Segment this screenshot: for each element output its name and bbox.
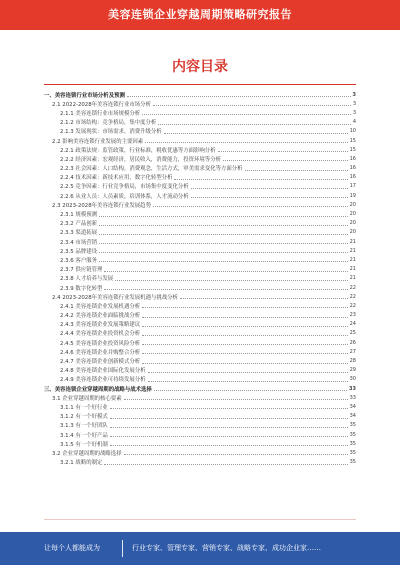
toc-entry-title: 2.4.8 美容连锁企业国际化发展分析 bbox=[60, 368, 146, 375]
toc-page-number: 35 bbox=[349, 431, 356, 438]
toc-page-number: 21 bbox=[349, 247, 356, 254]
toc-entry[interactable] bbox=[44, 412, 356, 421]
toc-entry[interactable] bbox=[44, 182, 356, 191]
footer-separator bbox=[122, 540, 123, 557]
toc-leader-dots bbox=[164, 133, 348, 134]
toc-page-number: 33 bbox=[349, 394, 356, 401]
toc-leader-dots bbox=[154, 390, 347, 391]
toc-entry[interactable] bbox=[44, 127, 356, 136]
toc-leader-dots bbox=[99, 252, 348, 253]
toc-page-number: 34 bbox=[349, 413, 356, 420]
toc-leader-dots bbox=[191, 197, 348, 198]
toc-page-number: 26 bbox=[349, 339, 356, 346]
toc-entry-title: 2.3.2 产品创新 bbox=[60, 221, 97, 228]
toc-page-number: 35 bbox=[349, 449, 356, 456]
toc-entry-title: 2.4.4 美容连锁企业投资机会分析 bbox=[60, 331, 141, 338]
toc-page-number: 30 bbox=[349, 376, 356, 383]
toc-page-number: 15 bbox=[349, 137, 356, 144]
toc-entry[interactable] bbox=[44, 191, 356, 200]
toc-leader-dots bbox=[142, 335, 348, 336]
toc-page-number: 20 bbox=[349, 201, 356, 208]
toc-page-number: 21 bbox=[349, 266, 356, 273]
toc-page-number: 20 bbox=[349, 211, 356, 218]
toc-entry[interactable] bbox=[44, 311, 356, 320]
toc-entry-title: 2.1.1 美容连锁行业市场规模分析 bbox=[60, 110, 141, 117]
toc-entry-title: 2.3.5 品牌建设 bbox=[60, 248, 97, 255]
toc-page-number: 27 bbox=[349, 348, 356, 355]
toc-entry-title: 2.4.9 美容连锁企业可持续发展分析 bbox=[60, 377, 146, 384]
toc-leader-dots bbox=[110, 408, 348, 409]
toc-page-number: 25 bbox=[349, 330, 356, 337]
toc-page-number: 20 bbox=[349, 229, 356, 236]
toc-entry-title: 2.1.3 发展现状：市场需求，消费升级分析 bbox=[60, 129, 162, 136]
toc-leader-dots bbox=[142, 344, 348, 345]
toc-entry[interactable] bbox=[44, 145, 356, 154]
toc-entry[interactable] bbox=[44, 255, 356, 264]
toc-entry-title: 3.1.1 有一个好行业 bbox=[60, 404, 108, 411]
content-divider bbox=[44, 519, 356, 520]
toc-entry[interactable] bbox=[44, 164, 356, 173]
toc-leader-dots bbox=[142, 317, 348, 318]
toc-entry[interactable] bbox=[44, 292, 356, 301]
toc-leader-dots bbox=[142, 307, 348, 308]
toc-entry[interactable] bbox=[44, 237, 356, 246]
toc-entry-title: 2.4.2 美容连锁企业面临挑战分析 bbox=[60, 313, 141, 320]
toc-leader-dots bbox=[142, 353, 348, 354]
toc-leader-dots bbox=[191, 188, 348, 189]
toc-entry[interactable] bbox=[44, 219, 356, 228]
toc-page-number: 20 bbox=[349, 220, 356, 227]
toc-leader-dots bbox=[99, 261, 348, 262]
toc-page-number: 22 bbox=[349, 284, 356, 291]
toc-entry[interactable] bbox=[44, 265, 356, 274]
toc-page-number: 16 bbox=[349, 155, 356, 162]
toc-entry-title: 2.4.5 美容连锁企业投资风险分析 bbox=[60, 340, 141, 347]
toc-entry-title: 2.3.8 人才培养与发展 bbox=[60, 276, 114, 283]
toc-entry-title: 2.2 影响美容连锁行业发展的主要因素 bbox=[52, 138, 144, 145]
toc-entry[interactable] bbox=[44, 329, 356, 338]
toc-leader-dots bbox=[110, 445, 348, 446]
toc-entry-title: 2.1 2022-2028年美容连锁行业市场分析 bbox=[52, 101, 151, 108]
toc-entry-title: 2.3 2023-2028年美容连锁行业发展趋势 bbox=[52, 202, 151, 209]
toc-leader-dots bbox=[153, 206, 348, 207]
toc-leader-dots bbox=[142, 114, 351, 115]
toc-leader-dots bbox=[174, 179, 347, 180]
toc-page-number: 23 bbox=[349, 312, 356, 319]
toc-leader-dots bbox=[180, 298, 348, 299]
toc-leader-dots bbox=[99, 216, 348, 217]
toc-entry-title: 2.2.1 政策法规：监管政策，行业标准，税收优惠等方面影响分析 bbox=[60, 147, 216, 154]
toc-entry-title: 2.3.3 渠道拓展 bbox=[60, 230, 97, 237]
toc-entry-title: 三、美容连锁企业穿越周期的战略与战术选择 bbox=[44, 386, 152, 393]
toc-entry-title: 3.1 企业穿越周期的核心要素 bbox=[52, 395, 122, 402]
toc-page-number: 15 bbox=[349, 146, 356, 153]
toc-entry-title: 2.4.1 美容连锁企业发展机遇分析 bbox=[60, 303, 141, 310]
toc-entry[interactable] bbox=[44, 136, 356, 145]
toc-leader-dots bbox=[104, 289, 347, 290]
toc-entry-title: 2.2.4 技术因素：新技术应用，数字化转型分析 bbox=[60, 175, 173, 182]
toc-page-number: 21 bbox=[349, 256, 356, 263]
toc-leader-dots bbox=[104, 464, 347, 465]
toc-page-number: 3 bbox=[352, 100, 356, 107]
toc-leader-dots bbox=[110, 436, 348, 437]
toc-leader-dots bbox=[99, 225, 348, 226]
toc-entry[interactable] bbox=[44, 338, 356, 347]
toc-page-number: 29 bbox=[349, 367, 356, 374]
toc-leader-dots bbox=[99, 234, 348, 235]
toc-entry[interactable] bbox=[44, 430, 356, 439]
footer-slogan: 让每个人都能成为 bbox=[44, 544, 100, 552]
toc-leader-dots bbox=[104, 271, 347, 272]
toc-leader-dots bbox=[124, 399, 348, 400]
toc-entry-title: 3.2.1 战略的制定 bbox=[60, 460, 103, 467]
toc-entry-title: 3.1.4 有一个好产品 bbox=[60, 432, 108, 439]
toc-entry-title: 2.4.7 美容连锁企业创新模式分析 bbox=[60, 359, 141, 366]
toc-entry-title: 2.4.6 美容连锁企业并购整合分析 bbox=[60, 349, 141, 356]
toc-page-number: 35 bbox=[349, 440, 356, 447]
toc-entry[interactable] bbox=[44, 274, 356, 283]
toc-page-number: 34 bbox=[349, 403, 356, 410]
toc-entry[interactable] bbox=[44, 384, 356, 393]
toc-page-number: 3 bbox=[352, 91, 356, 98]
toc-page-number: 16 bbox=[349, 165, 356, 172]
toc-page-number: 24 bbox=[349, 321, 356, 328]
toc-entry[interactable] bbox=[44, 283, 356, 292]
toc-page-number: 21 bbox=[349, 275, 356, 282]
toc-entry[interactable] bbox=[44, 209, 356, 218]
toc-entry-title: 2.4 2023-2028年美容连锁行业发展机遇与挑战分析 bbox=[52, 294, 178, 301]
toc-entry[interactable] bbox=[44, 421, 356, 430]
toc-entry-title: 2.3.9 数字化转型 bbox=[60, 285, 103, 292]
toc-entry[interactable] bbox=[44, 228, 356, 237]
toc-entry-title: 3.1.5 有一个好机制 bbox=[60, 441, 108, 448]
toc-entry-title: 一、美容连锁行业市场分析及预测 bbox=[44, 92, 125, 99]
toc-entry[interactable] bbox=[44, 108, 356, 117]
toc-entry[interactable] bbox=[44, 439, 356, 448]
toc-leader-dots bbox=[142, 326, 348, 327]
toc-page-number: 22 bbox=[349, 293, 356, 300]
toc-entry-title: 2.2.5 竞争因素：行业竞争格局，市场集中度变化分析 bbox=[60, 184, 189, 191]
report-title: 美容连锁企业穿越周期策略研究报告 bbox=[108, 8, 292, 21]
footer-bar bbox=[0, 532, 400, 565]
toc-leader-dots bbox=[99, 243, 348, 244]
toc-entry[interactable] bbox=[44, 356, 356, 365]
toc-page-number: 3 bbox=[352, 109, 356, 116]
toc-page-number: 35 bbox=[349, 459, 356, 466]
toc-entry[interactable] bbox=[44, 393, 356, 402]
toc-entry[interactable] bbox=[44, 375, 356, 384]
toc-entry-title: 3.2 企业穿越周期的战略选择 bbox=[52, 450, 122, 457]
toc-entry[interactable] bbox=[44, 173, 356, 182]
toc-page-number: 17 bbox=[349, 183, 356, 190]
toc-entry-title: 2.2.3 社会因素：人口结构，消费观念，生活方式，审美需求变化等方面分析 bbox=[60, 166, 243, 173]
toc-page-number: 28 bbox=[349, 358, 356, 365]
toc-page-number: 10 bbox=[349, 128, 356, 135]
toc-leader-dots bbox=[223, 160, 348, 161]
toc-entry[interactable] bbox=[44, 118, 356, 127]
toc-entry[interactable] bbox=[44, 200, 356, 209]
toc-entry-title: 2.3.7 供应链管理 bbox=[60, 267, 103, 274]
header-bar bbox=[0, 0, 400, 30]
toc-page-number: 19 bbox=[349, 192, 356, 199]
toc-leader-dots bbox=[110, 418, 348, 419]
toc-entry[interactable] bbox=[44, 402, 356, 411]
toc-page-number: 21 bbox=[349, 238, 356, 245]
toc-leader-dots bbox=[148, 372, 348, 373]
toc-page-number: 4 bbox=[352, 119, 356, 126]
toc-leader-dots bbox=[158, 124, 351, 125]
toc-entry-title: 2.3.6 客户服务 bbox=[60, 257, 97, 264]
toc-page-number: 22 bbox=[349, 302, 356, 309]
toc-leader-dots bbox=[127, 96, 351, 97]
toc-page-number: 35 bbox=[349, 422, 356, 429]
toc-entry[interactable] bbox=[44, 366, 356, 375]
toc-leader-dots bbox=[153, 105, 351, 106]
toc-leader-dots bbox=[218, 151, 348, 152]
toc-leader-dots bbox=[115, 280, 347, 281]
toc-entry[interactable] bbox=[44, 154, 356, 163]
toc-entry[interactable] bbox=[44, 320, 356, 329]
toc-entry-title: 2.3.4 市场营销 bbox=[60, 239, 97, 246]
toc-leader-dots bbox=[110, 427, 348, 428]
toc-entry-title: 3.1.2 有一个好模式 bbox=[60, 414, 108, 421]
toc-entry[interactable] bbox=[44, 458, 356, 467]
toc-leader-dots bbox=[142, 363, 348, 364]
toc-entry[interactable] bbox=[44, 99, 356, 108]
toc-entry-title: 2.2.6 从业人员：人员素质，培训体系，人才流动分析 bbox=[60, 193, 189, 200]
toc-entry[interactable] bbox=[44, 301, 356, 310]
toc-entry[interactable] bbox=[44, 246, 356, 255]
toc-divider bbox=[44, 84, 356, 85]
toc-entry-title: 2.4.3 美容连锁企业发展策略建议 bbox=[60, 322, 141, 329]
toc-entry[interactable] bbox=[44, 448, 356, 457]
toc-page-number: 33 bbox=[349, 385, 356, 392]
toc-entry-title: 3.1.3 有一个好团队 bbox=[60, 423, 108, 430]
toc-leader-dots bbox=[124, 454, 348, 455]
toc-entry-title: 2.2.2 经济因素：宏观经济，居民收入，消费能力，投资环境等分析 bbox=[60, 156, 221, 163]
toc-leader-dots bbox=[245, 170, 348, 171]
toc-leader-dots bbox=[145, 142, 347, 143]
toc-entry-title: 2.1.2 市场结构：竞争格局，集中度分析 bbox=[60, 120, 157, 127]
toc-list bbox=[44, 90, 356, 467]
toc-leader-dots bbox=[148, 381, 348, 382]
footer-tagline: 行业专家、管理专家、营销专家、战略专家、成功企业家…… bbox=[132, 544, 321, 552]
toc-entry[interactable] bbox=[44, 90, 356, 99]
toc-page-number: 16 bbox=[349, 174, 356, 181]
toc-entry[interactable] bbox=[44, 347, 356, 356]
toc-heading: 内容目录 bbox=[172, 59, 228, 75]
toc-entry-title: 2.3.1 规模预测 bbox=[60, 212, 97, 219]
